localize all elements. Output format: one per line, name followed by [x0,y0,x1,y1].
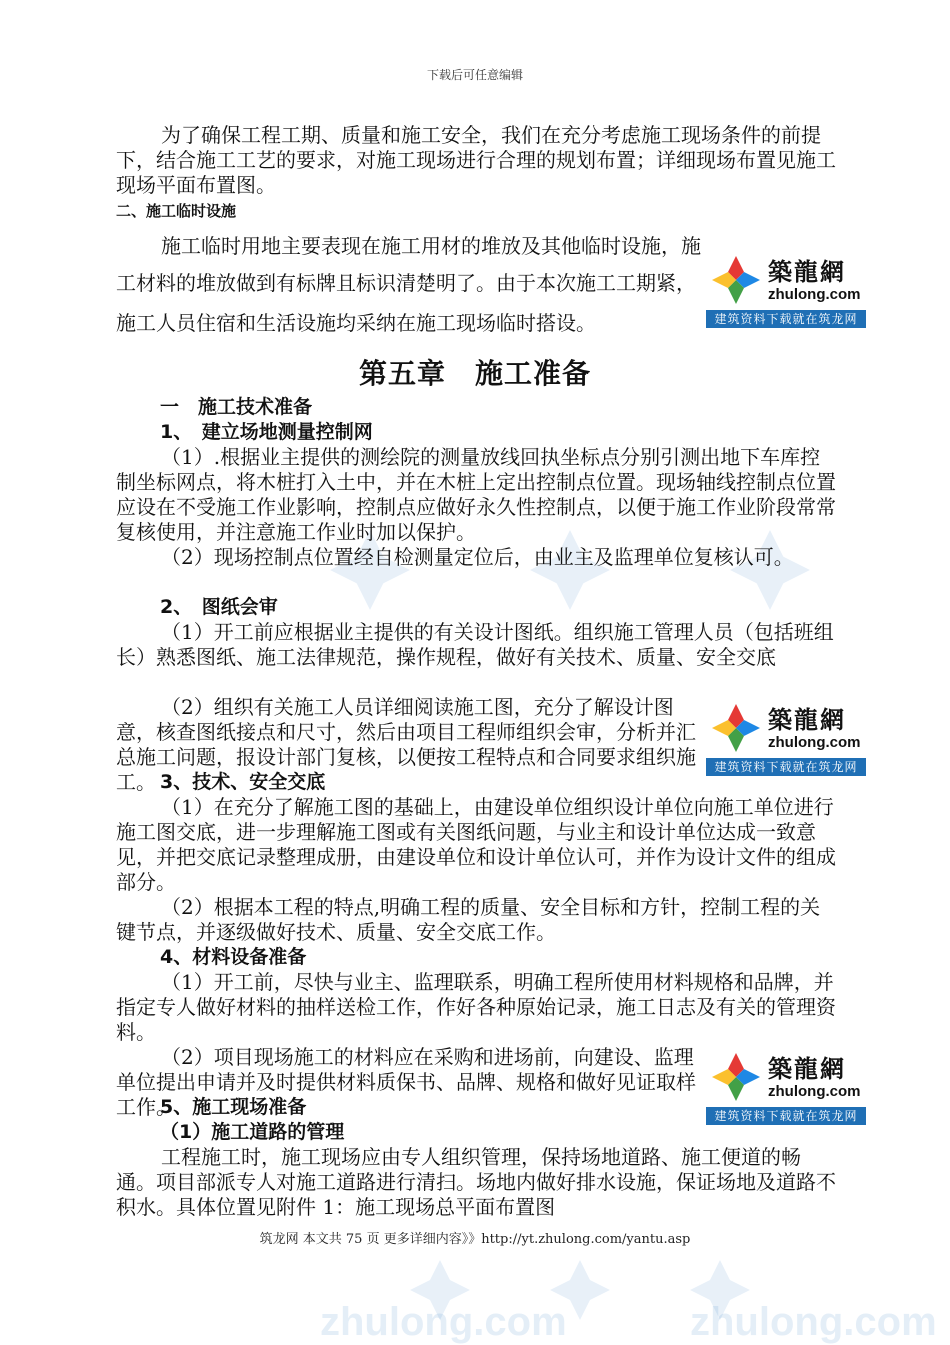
paragraph-survey-2: （2）现场控制点位置经自检测量定位后，由业主及监理单位复核认可。 [161,545,794,569]
paragraph-briefing-2: （2）根据本工程的特点,明确工程的质量、安全目标和方针，控制工程的关键节点，并逐级做好技术、质量、安全交底工作。 [116,895,821,944]
badge-slogan: 建筑资料下载就在筑龙网 [706,758,866,776]
paragraph-drawing-1: （1）开工前应根据业主提供的有关设计图纸。组织施工管理人员（包括班组长）熟悉图纸、施工法律规范，操作规程，做好有关技术、质量、安全交底 [116,620,834,669]
zhulong-badge[interactable] [706,1047,866,1127]
section-2-text: 施工临时用地主要表现在施工用材的堆放及其他临时设施，施工材料的堆放做到有标牌且标识清楚明了。由于本次施工工期紧， [116,234,701,295]
badge-name-cn: 築龍網 [768,258,846,286]
zhulong-badge[interactable] [706,698,866,778]
heading-road-management: （1）施工道路的管理 [160,1121,345,1143]
badge-slogan: 建筑资料下载就在筑龙网 [706,310,866,328]
heading-technical-prep: 一 施工技术准备 [160,396,313,418]
paragraph-survey-1: （1）.根据业主提供的测绘院的测量放线回执坐标点分别引测出地下车库控制坐标网点，将木桩打入土中，并在木桩上定出控制点位置。现场轴线控制点位置应设在不受施工作业影响，控制点应做好永久性控制点，以便于施工作业阶段常常复核使用，并注意施工作业时加以保护。 [116,445,836,544]
heading-material-prep: 4、材料设备准备 [160,946,307,968]
paragraph-material-2: （2）项目现场施工的材料应在采购和进场前，向建设、监理单位提出申请并及时提供材料质保书、品牌、规格和做好见证取样工作。 [116,1045,696,1119]
page-header: 下载后可任意编辑 [426,68,523,82]
section-2-paragraph-tail: 施工人员住宿和生活设施均采纳在施工现场临时搭设。 [116,311,596,335]
watermark-text-right: zhulong.com [690,1300,937,1344]
heading-drawing-review: 2、 图纸会审 [160,596,278,618]
heading-safety-briefing: 3、技术、安全交底 [160,771,326,793]
zhulong-logo-icon [710,254,762,306]
zhulong-logo-icon [710,702,762,754]
chapter-title: 第五章 施工准备 [358,357,591,390]
badge-slogan: 建筑资料下载就在筑龙网 [706,1107,866,1125]
badge-name-cn: 築龍網 [768,706,846,734]
zhulong-logo-icon [710,1051,762,1103]
paragraph-road: 工程施工时，施工现场应由专人组织管理，保持场地道路、施工便道的畅通。项目部派专人对施工道路进行清扫。场地内做好排水设施，保证场地及道路不积水。具体位置见附件 1：施工现场总平面布置图 [116,1145,836,1219]
page-footer: 筑龙网 本文共 75 页 更多详细内容》》http://yt.zhulong.com/yantu.asp [259,1232,691,1247]
badge-name-en: zhulong.com [768,734,861,751]
paragraph-material-1: （1）开工前，尽快与业主、监理联系，明确工程所使用材料规格和品牌，并指定专人做好材料的抽样送检工作，作好各种原始记录，施工日志及有关的管理资料。 [116,970,836,1044]
intro-paragraph: 为了确保工程工期、质量和施工安全，我们在充分考虑施工现场条件的前提下，结合施工工艺的要求，对施工现场进行合理的规划布置；详细现场布置见施工现场平面布置图。 [116,123,836,197]
badge-name-en: zhulong.com [768,1083,861,1100]
zhulong-badge[interactable] [706,250,866,330]
heading-survey-network: 1、 建立场地测量控制网 [160,421,373,443]
badge-name-en: zhulong.com [768,286,861,303]
section-2-title: 二、施工临时设施 [116,202,237,220]
badge-name-cn: 築龍網 [768,1055,846,1083]
section-2-paragraph [116,228,716,302]
paragraph-drawing-2: （2）组织有关施工人员详细阅读施工图，充分了解设计图意，核查图纸接点和尺寸，然后由项目工程师组织会审，分析并汇总施工问题，报设计部门复核，以便按工程特点和合同要求组织施工。 [116,695,696,794]
watermark-text: zhulong.com [320,1300,567,1344]
paragraph-briefing-1: （1）在充分了解施工图的基础上，由建设单位组织设计单位向施工单位进行施工图交底，进一步理解施工图或有关图纸问题，与业主和设计单位达成一致意见，并把交底记录整理成册，由建设单位和设计单位认可，并作为设计文件的组成部分。 [116,795,836,894]
heading-site-prep: 5、施工现场准备 [160,1096,307,1118]
